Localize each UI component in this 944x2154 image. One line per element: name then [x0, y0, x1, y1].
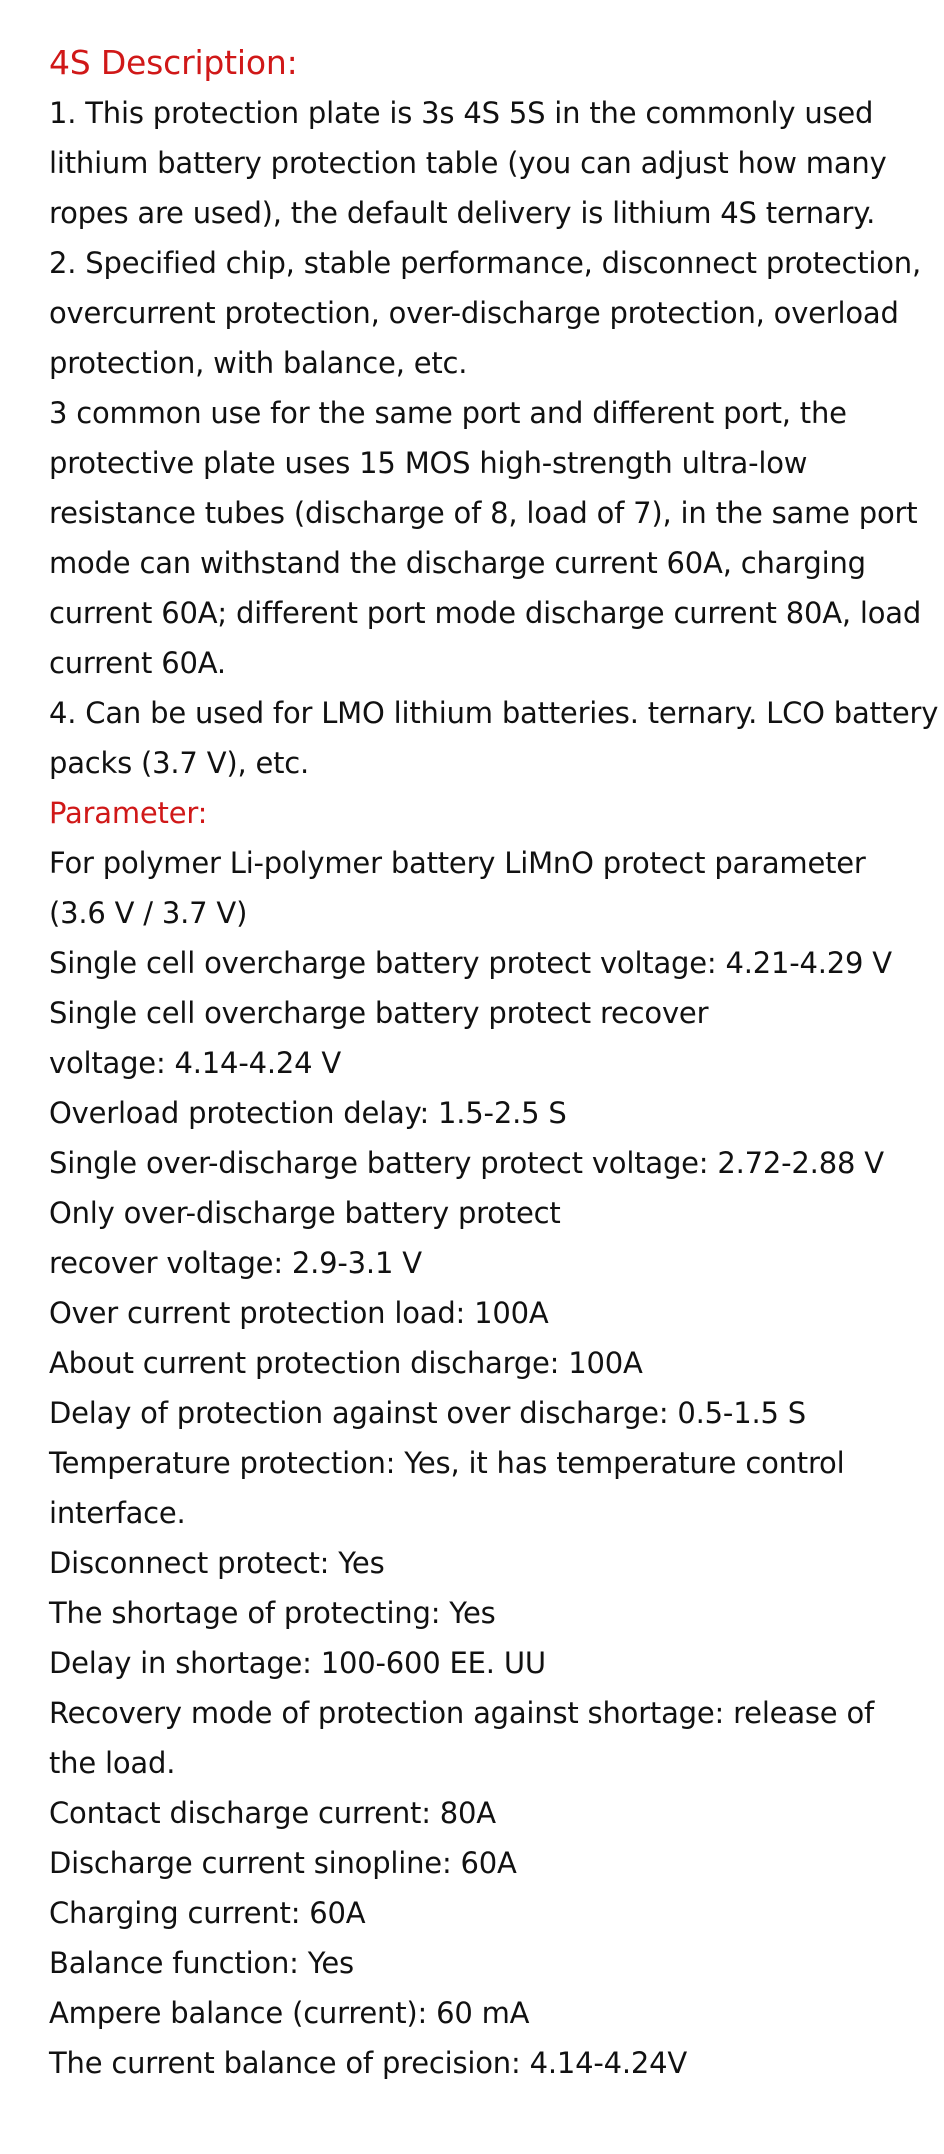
parameter-line: The current balance of precision: 4.14-4.24V — [49, 2046, 688, 2080]
parameter-line: voltage: 4.14-4.24 V — [49, 1046, 342, 1080]
description-line: 2. Specified chip, stable performance, disconnect protection, — [49, 246, 922, 280]
parameter-line: Delay of protection against over discharge: 0.5-1.5 S — [49, 1396, 806, 1430]
parameter-line: the load. — [49, 1746, 176, 1780]
parameter-line: Contact discharge current: 80A — [49, 1796, 496, 1830]
parameter-line: Ampere balance (current): 60 mA — [49, 1996, 530, 2030]
parameter-line: Recovery mode of protection against shortage: release of — [49, 1696, 875, 1730]
description-heading: 4S Description: — [49, 43, 298, 82]
description-section — [49, 88, 944, 788]
description-line: 1. This protection plate is 3s 4S 5S in the commonly used — [49, 96, 874, 130]
description-line: 3 common use for the same port and different port, the — [49, 396, 847, 430]
parameter-line: Over current protection load: 100A — [49, 1296, 549, 1330]
description-line: protection, with balance, etc. — [49, 346, 468, 380]
description-line: resistance tubes (discharge of 8, load of 7), in the same port — [49, 496, 918, 530]
description-line: ropes are used), the default delivery is lithium 4S ternary. — [49, 196, 876, 230]
parameter-line: recover voltage: 2.9-3.1 V — [49, 1246, 422, 1280]
description-line: lithium battery protection table (you can adjust how many — [49, 146, 887, 180]
description-line: current 60A; different port mode discharge current 80A, load — [49, 596, 922, 630]
parameter-line: Temperature protection: Yes, it has temperature control — [49, 1446, 845, 1480]
parameter-line: Only over-discharge battery protect — [49, 1196, 561, 1230]
parameter-line: Single over-discharge battery protect voltage: 2.72-2.88 V — [49, 1146, 884, 1180]
parameter-line: Charging current: 60A — [49, 1896, 366, 1930]
parameter-line: Overload protection delay: 1.5-2.5 S — [49, 1096, 567, 1130]
description-line: overcurrent protection, over-discharge protection, overload — [49, 296, 899, 330]
parameter-line: interface. — [49, 1496, 186, 1530]
parameter-line: Discharge current sinopline: 60A — [49, 1846, 517, 1880]
parameter-line: Delay in shortage: 100-600 EE. UU — [49, 1646, 546, 1680]
parameter-line: Single cell overcharge battery protect recover — [49, 996, 709, 1030]
parameter-line: (3.6 V / 3.7 V) — [49, 896, 248, 930]
description-line: 4. Can be used for LMO lithium batteries. ternary. LCO battery — [49, 696, 939, 730]
parameter-line: Balance function: Yes — [49, 1946, 354, 1980]
parameter-line: Single cell overcharge battery protect voltage: 4.21-4.29 V — [49, 946, 892, 980]
description-line: protective plate uses 15 MOS high-strength ultra-low — [49, 446, 808, 480]
parameter-heading: Parameter: — [49, 796, 208, 830]
parameter-line: Disconnect protect: Yes — [49, 1546, 385, 1580]
description-line: packs (3.7 V), etc. — [49, 746, 310, 780]
parameter-line: For polymer Li-polymer battery LiMnO protect parameter — [49, 846, 866, 880]
parameter-line: The shortage of protecting: Yes — [49, 1596, 496, 1630]
parameter-line: About current protection discharge: 100A — [49, 1346, 643, 1380]
parameter-section — [49, 838, 944, 2088]
description-line: mode can withstand the discharge current 60A, charging — [49, 546, 866, 580]
description-line: current 60A. — [49, 646, 226, 680]
